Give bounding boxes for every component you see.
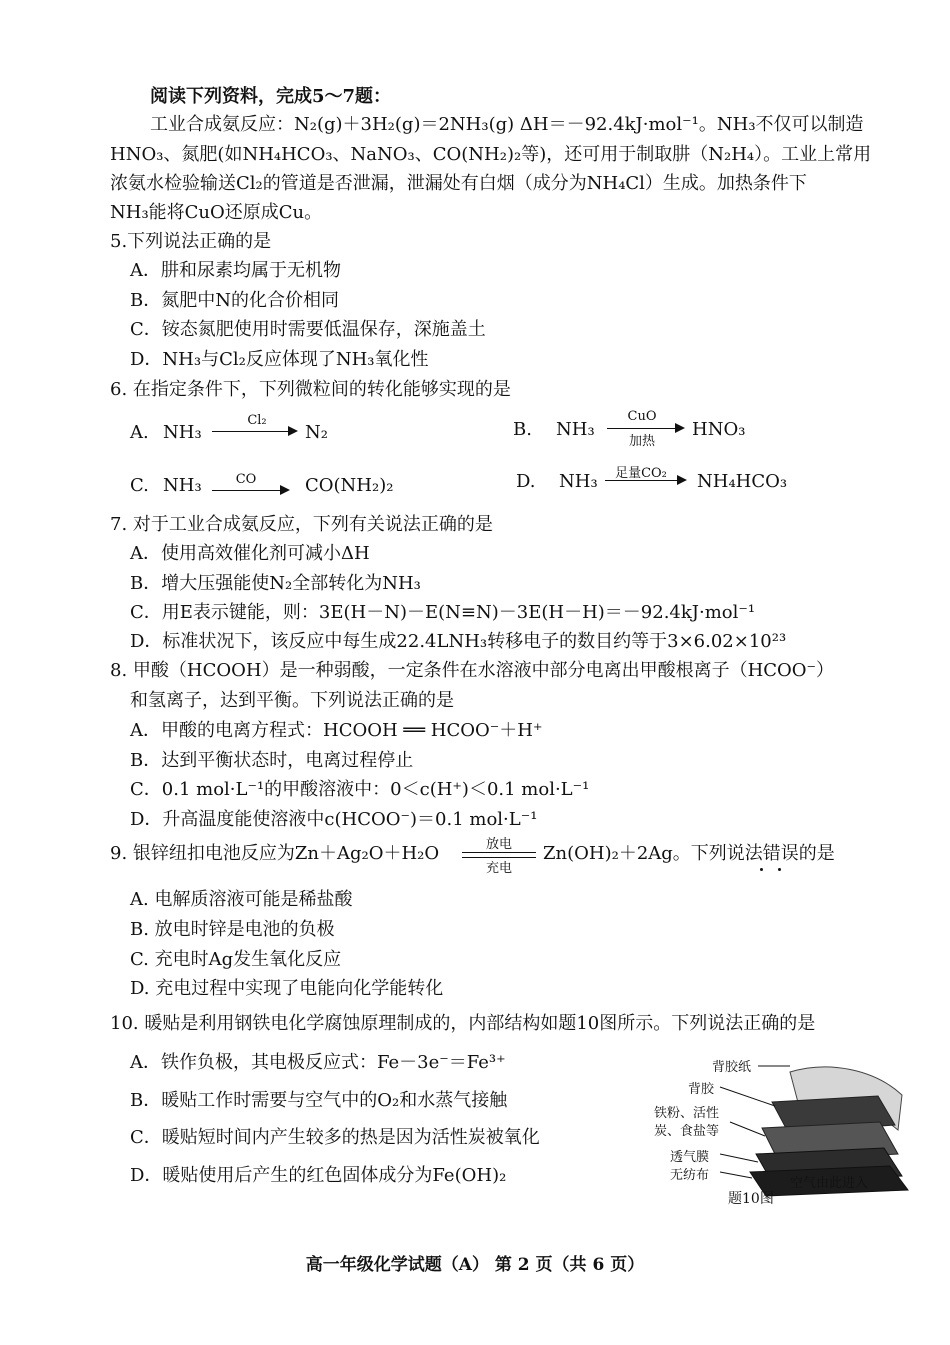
leader-mix	[730, 1122, 765, 1136]
q6-c-arrowhead	[280, 485, 290, 495]
q6-stem: 6. 在指定条件下，下列微粒间的转化能够实现的是	[110, 379, 511, 400]
q9-stem-right-text: Zn(OH)₂＋2Ag。下列说法	[543, 843, 763, 864]
q10-figure	[640, 1050, 910, 1210]
figure-label-membrane: 透气膜	[670, 1150, 710, 1165]
q9-stem-right	[543, 842, 835, 866]
q5-option-b: B．氮肥中N的化合价相同	[130, 290, 339, 311]
figure-label-back-paper: 背胶纸	[712, 1060, 752, 1075]
q9-option-d: D. 充电过程中实现了电能向化学能转化	[130, 978, 444, 999]
q9-option-b: B. 放电时锌是电池的负极	[130, 919, 335, 940]
intro-heading: 阅读下列资料，完成5～7题：	[150, 86, 392, 107]
q8-option-b: B．达到平衡状态时，电离过程停止	[130, 750, 414, 771]
q6-d-arrowhead	[677, 475, 687, 485]
q6-d-to: NH₄HCO₃	[697, 471, 788, 492]
q6-b-condition-bottom: 加热	[628, 434, 655, 449]
q8-option-a: A．甲酸的电离方程式：HCOOH ══ HCOO⁻＋H⁺	[130, 720, 543, 741]
q6-b-to: HNO₃	[692, 419, 746, 440]
q6-a-to: N₂	[305, 422, 328, 443]
q9-emphasis: 错误	[762, 843, 799, 864]
q10-option-c: C．暖贴短时间内产生较多的热是因为活性炭被氧化	[130, 1127, 540, 1148]
q6-b-arrowhead	[675, 423, 685, 433]
q5-option-c: C．铵态氮肥使用时需要低温保存，深施盖土	[130, 319, 486, 340]
q8-stem-line-1: 8. 甲酸（HCOOH）是一种弱酸，一定条件在水溶液中部分电离出甲酸根离子（HCOO⁻）	[110, 660, 835, 681]
q6-a-arrowhead	[288, 426, 298, 436]
q6-a-label: A.	[130, 422, 149, 443]
page-footer: 高一年级化学试题（A） 第 2 页（共 6 页）	[305, 1255, 645, 1275]
q10-option-d: D．暖贴使用后产生的红色固体成分为Fe(OH)₂	[130, 1165, 507, 1186]
q8-option-c: C．0.1 mol·L⁻¹的甲酸溶液中：0＜c(H⁺)＜0.1 mol·L⁻¹	[130, 779, 590, 800]
figure-label-nonwoven: 无纺布	[670, 1168, 710, 1183]
q6-c-condition: CO	[235, 472, 257, 487]
intro-line-4: NH₃能将CuO还原成Cu。	[110, 202, 323, 223]
q6-d-from: NH₃	[559, 471, 598, 492]
q5-option-d: D．NH₃与Cl₂反应体现了NH₃氧化性	[130, 349, 429, 370]
q8-stem-line-2: 和氢离子，达到平衡。下列说法正确的是	[130, 690, 454, 711]
q9-arrow-bottom-label: 充电	[485, 861, 512, 876]
q9-emphasis-dot-2	[778, 868, 781, 871]
figure-label-mix-line-1: 铁粉、活性	[654, 1106, 720, 1121]
q5-option-a: A．肼和尿素均属于无机物	[130, 260, 341, 281]
q6-c-to: CO(NH₂)₂	[305, 475, 394, 496]
intro-line-2: HNO₃、氮肥(如NH₄HCO₃、NaNO₃、CO(NH₂)₂等)，还可用于制取肼（N₂H₄）。工业上常用	[110, 144, 872, 165]
intro-line-3: 浓氨水检验输送Cl₂的管道是否泄漏，泄漏处有白烟（成分为NH₄Cl）生成。加热条件下	[110, 173, 807, 194]
q6-a-from: NH₃	[163, 422, 202, 443]
q9-emphasis-dot-1	[760, 868, 763, 871]
figure-label-back-glue: 背胶	[688, 1082, 715, 1097]
q9-arrow-top-label: 放电	[485, 837, 512, 852]
q7-option-d: D．标准状况下，该反应中每生成22.4LNH₃转移电子的数目约等于3×6.02×10²³	[130, 631, 787, 652]
q6-a-arrow	[212, 431, 290, 432]
leader-membrane	[720, 1154, 758, 1162]
q10-stem: 10. 暖贴是利用钢铁电化学腐蚀原理制成的，内部结构如题10图所示。下列说法正确的是	[110, 1013, 816, 1034]
q9-arrow-forward	[462, 852, 536, 853]
q6-c-arrow	[212, 490, 282, 491]
q6-c-label: C.	[130, 475, 149, 496]
q7-stem: 7. 对于工业合成氨反应，下列有关说法正确的是	[110, 514, 493, 535]
q7-option-a: A．使用高效催化剂可减小ΔH	[130, 543, 370, 564]
leader-back-glue	[720, 1087, 775, 1106]
q9-option-c: C. 充电时Ag发生氧化反应	[130, 949, 342, 970]
q8-option-d: D．升高温度能使溶液中c(HCOO⁻)＝0.1 mol·L⁻¹	[130, 809, 538, 830]
q6-d-label: D.	[516, 471, 536, 492]
figure-label-mix-line-2: 炭、食盐等	[654, 1124, 720, 1139]
q10-option-a: A．铁作负极，其电极反应式：Fe－3e⁻＝Fe³⁺	[130, 1052, 506, 1073]
q6-c-from: NH₃	[163, 475, 202, 496]
q10-option-b: B．暖贴工作时需要与空气中的O₂和水蒸气接触	[130, 1090, 508, 1111]
q6-d-arrow	[605, 480, 679, 481]
q9-stem-left: 9. 银锌纽扣电池反应为Zn＋Ag₂O＋H₂O	[110, 843, 440, 864]
leader-nonwoven	[720, 1172, 752, 1178]
q6-b-label: B.	[513, 419, 532, 440]
figure-label-air: 空气由此进入	[790, 1176, 869, 1191]
q6-b-condition-top: CuO	[627, 409, 657, 424]
q6-a-condition: Cl₂	[247, 413, 267, 428]
q5-stem: 5.下列说法正确的是	[110, 231, 272, 252]
q6-b-arrow	[607, 428, 677, 429]
figure-caption: 题10图	[728, 1191, 774, 1207]
q7-option-c: C．用E表示键能，则：3E(H－N)－E(N≡N)－3E(H－H)＝－92.4kJ·mol⁻¹	[130, 602, 756, 623]
intro-line-1: 工业合成氨反应：N₂(g)＋3H₂(g)＝2NH₃(g) ΔH＝－92.4kJ·mol⁻¹。NH₃不仅可以制造	[150, 114, 864, 135]
q9-option-a: A. 电解质溶液可能是稀盐酸	[130, 889, 353, 910]
q6-b-from: NH₃	[556, 419, 595, 440]
q7-option-b: B．增大压强能使N₂全部转化为NH₃	[130, 573, 421, 594]
q9-stem-end: 的是	[798, 843, 835, 864]
q6-d-condition: 足量CO₂	[615, 466, 667, 481]
